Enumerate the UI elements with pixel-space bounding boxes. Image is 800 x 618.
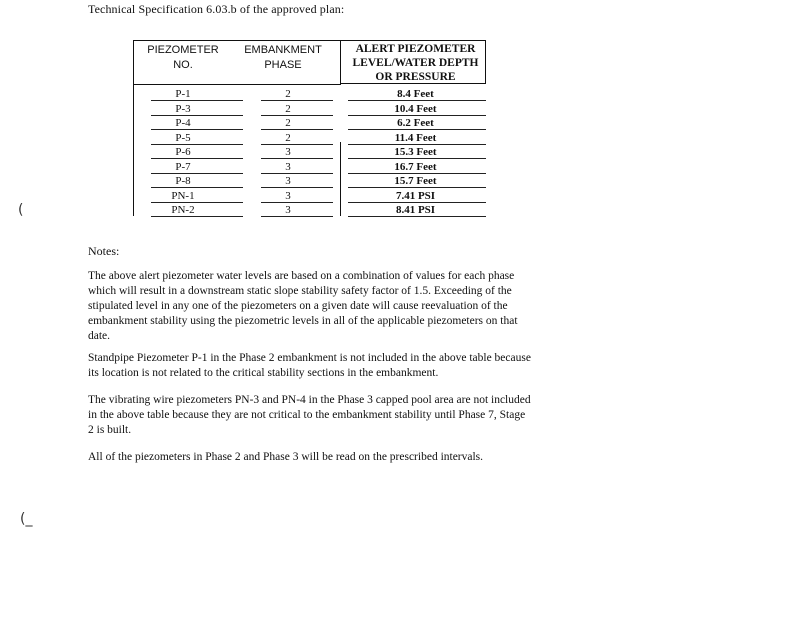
note-paragraph: The vibrating wire piezometers PN-3 and PN-4 in the Phase 3 capped pool area are not included in the above table because they are not critical to the embankment stability until Phase 7, Stage 2 is built. xyxy=(88,394,531,436)
alert-level-cell: 8.41 PSI xyxy=(395,204,436,216)
scan-mark-icon: ( xyxy=(18,202,24,218)
embankment-phase-cell: 3 xyxy=(285,175,291,187)
alert-level-cell: 7.41 PSI xyxy=(395,189,436,202)
piezometer-no-cell: P-6 xyxy=(175,146,191,158)
table-row xyxy=(133,174,486,188)
embankment-phase-cell: 2 xyxy=(285,131,291,144)
table-header-rule-right xyxy=(340,83,486,84)
header-line: EMBANKMENT xyxy=(244,44,322,56)
embankment-phase-cell: 3 xyxy=(285,189,291,202)
embankment-phase-cell: 2 xyxy=(285,102,291,115)
piezometer-no-cell: P-7 xyxy=(175,160,191,173)
note-paragraph: The above alert piezometer water levels are based on a combination of values for each phase which will result in a downstream static slope stability safety factor of 1.5. Exceeding of the stipulated level in any one of the piezometers on a given date will cause reevaluation of the embankment stability using the piezometric levels in all of the applicable piezometers on that date. xyxy=(88,270,518,342)
embankment-phase-cell: 3 xyxy=(285,204,291,216)
piezometer-no-cell: P-5 xyxy=(175,131,191,144)
piezometer-no-cell: P-3 xyxy=(175,102,191,115)
header-alert-level xyxy=(343,42,488,84)
piezometer-no-cell: PN-1 xyxy=(171,189,195,202)
table-row xyxy=(133,87,486,101)
alert-level-cell: 11.4 Feet xyxy=(394,131,437,144)
note-paragraph: All of the piezometers in Phase 2 and Phase 3 will be read on the prescribed intervals. xyxy=(88,451,484,463)
row-rule xyxy=(151,216,243,217)
table-row xyxy=(133,203,486,217)
row-rule xyxy=(261,216,333,217)
embankment-phase-cell: 2 xyxy=(285,88,291,100)
header-embankment-phase xyxy=(233,43,333,73)
piezometer-no-cell: P-4 xyxy=(175,117,191,129)
note-paragraph: Standpipe Piezometer P-1 in the Phase 2 embankment is not included in the above table because its location is not related to the critical stability sections in the embankment. xyxy=(88,352,531,379)
alert-level-cell: 8.4 Feet xyxy=(397,88,434,100)
table-row xyxy=(133,131,486,145)
alert-level-cell: 15.3 Feet xyxy=(394,146,437,158)
alert-level-cell: 10.4 Feet xyxy=(394,102,437,115)
piezometer-no-cell: PN-2 xyxy=(171,204,195,216)
table-right-border xyxy=(485,40,486,84)
table-row xyxy=(133,145,486,159)
header-piezometer-no xyxy=(133,43,233,73)
piezometer-no-cell: P-1 xyxy=(175,88,191,100)
spec-heading: Technical Specification 6.03.b of the approved plan: xyxy=(88,2,345,16)
scan-mark-icon: (_ xyxy=(20,511,33,527)
embankment-phase-cell: 3 xyxy=(285,146,291,158)
piezometer-no-cell: P-8 xyxy=(175,175,191,187)
header-line: PIEZOMETER xyxy=(147,44,219,56)
alert-level-cell: 15.7 Feet xyxy=(394,175,437,187)
table-row xyxy=(133,160,486,174)
table-col-divider xyxy=(340,40,341,84)
embankment-phase-cell: 2 xyxy=(285,117,291,129)
table-row xyxy=(133,102,486,116)
alert-level-cell: 16.7 Feet xyxy=(394,160,437,173)
table-header-rule xyxy=(133,84,341,85)
embankment-phase-cell: 3 xyxy=(285,160,291,173)
table-top-border xyxy=(133,40,486,41)
header-line: OR PRESSURE xyxy=(375,71,456,83)
header-line: NO. xyxy=(173,59,193,71)
header-line: PHASE xyxy=(264,59,302,71)
header-line: LEVEL/WATER DEPTH xyxy=(352,57,479,69)
table-row xyxy=(133,189,486,203)
alert-level-cell: 6.2 Feet xyxy=(397,117,434,129)
table-row xyxy=(133,116,486,130)
row-rule xyxy=(348,216,486,217)
alert-levels-table xyxy=(133,40,486,216)
notes-title: Notes: xyxy=(88,244,120,258)
header-line: ALERT PIEZOMETER xyxy=(355,43,476,55)
